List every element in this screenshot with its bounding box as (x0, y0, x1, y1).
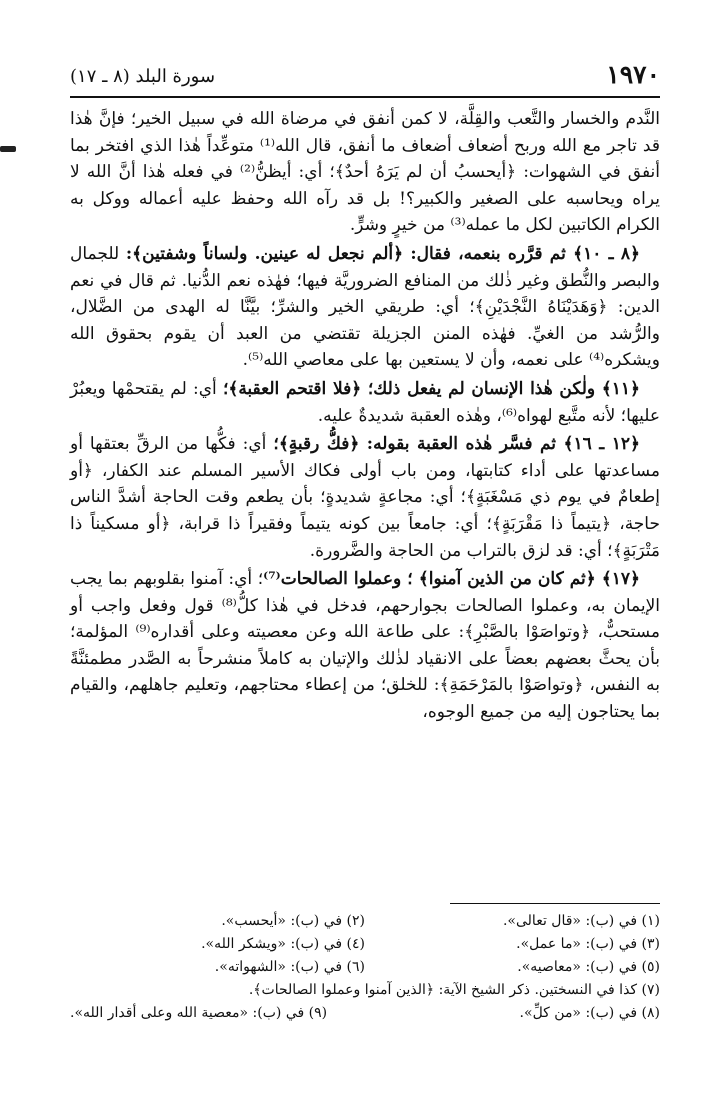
commentary-text: ؛ أي: آمنوا بقلوبهم بما يجب الإيمان به، وعملوا الصالحات بجوارحهم، فدخل في هٰذا كلُّ⁽⁸⁾ قول وفعل واجب أو مستحبٌّ، ﴿وتواصَوْا بالصَّبْرِ﴾: على طاعة الله وعن معصيته وعلى أقداره⁽⁹⁾ المؤلمة؛ بأن يحثَّ بعضهم بعضاً على الانقياد لذٰلك والإتيان به كاملاً منشرحاً به الصَّدر مطمئنَّةً به النفس، ﴿وتواصَوْا بالمَرْحَمَةِ﴾: للخلق؛ من إعطاء محتاجهم، وتعليم جاهلهم، والقيام بما يحتاجون إليه من جميع الوجوه، (70, 569, 661, 723)
footnote-4: (٤) في (ب): «ويشكر الله». (201, 936, 365, 952)
paragraph-1: النَّدم والخسار والتَّعب والقِلَّة، لا كمن أنفق في مرضاة الله في سبيل الخير؛ فإنَّ هٰذا قد تاجر مع الله وربح أضعاف أضعاف ما أنفق، قال الله⁽¹⁾ متوعِّداً هٰذا الذي افتخر بما أنفق في الشهوات: ﴿أيحسبُ أن لم يَرَهُ أحدٌ﴾؛ أي: أيظنُّ⁽²⁾ في فعله هٰذا أنَّ الله لا يراه ويحاسبه على الصغير والكبير؟! بل قد رآه الله وحفظ عليه أعماله ووكل به الكرام الكاتبين لكل ما عمله⁽³⁾ من خيرٍ وشرٍّ. (70, 109, 660, 236)
page-number: ١٩٧٠ (606, 60, 660, 89)
footnote-row (70, 933, 660, 956)
paragraph-verses-8-10 (70, 241, 660, 374)
footnote-6: (٦) في (ب): «الشهواته». (214, 959, 365, 975)
paragraph-verse-11 (70, 376, 660, 429)
verse-heading: ﴿١٧﴾ ﴿ثم كان من الذين آمنوا﴾ ؛ وعملوا الصالحات⁽⁷⁾ (263, 569, 640, 590)
commentary-text: أي: لم يقتحمْها ويعبُرْ عليها؛ لأنه متَّبع لهواه⁽⁶⁾، وهٰذه العقبة شديدةٌ عليه. (70, 378, 660, 426)
commentary-text: للجمال والبصر والنُّطق وغير ذٰلك من المنافع الضروريَّة فيها؛ فهٰذه نعم الدُّنيا. ثم قال في نعم الدين: ﴿وَهَدَيْنَاهُ النَّجْدَيْنِ﴾؛ أي: طريقي الخير والشرِّ؛ بيَّنَّا له الهدى من الضَّلال، والرُّشد من الغيِّ. فهٰذه المنن الجزيلة تقتضي من العبد أن يقوم بحقوق الله ويشكره⁽⁴⁾ على نعمه، وأن لا يستعين بها على معاصي الله⁽⁵⁾. (70, 243, 660, 371)
footnote-row (70, 956, 660, 979)
footnote-2: (٢) في (ب): «أيحسب». (221, 913, 365, 929)
footnote-row (70, 910, 660, 933)
footnote-row (70, 1002, 660, 1025)
commentary-text: أي: فكُّها من الرقِّ بعتقها أو مساعدتها على أداء كتابتها، ومن باب أولى فكاك الأسير المسلم عند الكفار، ﴿أو إطعامٌ في يوم ذي مَسْغَبَةٍ﴾؛ أي: مجاعةٍ شديدةٍ؛ بأن يطعم وقت الحاجة أشدَّ الناس حاجة، ﴿يتيماً ذا مَقْرَبَةٍ﴾؛ أي: جامعاً بين كونه يتيماً وفقيراً ذا قرابة، ﴿أو مسكيناً ذا مَتْرَبَةٍ﴾؛ أي: قد لزق بالتراب من الحاجة والضَّرورة. (70, 434, 661, 561)
paragraph-verses-12-16 (70, 431, 660, 564)
verse-heading: ﴿١٢ ـ ١٦﴾ ثم فسَّر هٰذه العقبة بقوله: ﴿فكُّ رقبةٍ﴾؛ (273, 434, 640, 455)
verse-heading: ﴿١١﴾ ولٰكن هٰذا الإنسان لم يفعل ذلك؛ ﴿فلا اقتحم العقبة﴾؛ (222, 378, 641, 399)
header-rule (70, 96, 660, 98)
footnotes (70, 910, 660, 1025)
page-header (70, 60, 660, 94)
paragraph-verse-17 (70, 566, 660, 726)
running-title: سورة البلد (٨ ـ ١٧) (70, 66, 216, 87)
verse-heading: ﴿٨ ـ ١٠﴾ ثم قرَّره بنعمه، فقال: ﴿ألم نجعل له عينين. ولساناً وشفتين﴾: (125, 243, 640, 264)
footnote-7: (٧) كذا في النسختين. ذكر الشيخ الآية: ﴿الذين آمنوا وعملوا الصالحات﴾. (248, 982, 660, 998)
footnote-9: (٩) في (ب): «معصية الله وعلى أقدار الله». (70, 1005, 328, 1021)
footnote-5: (٥) في (ب): «معاصيه». (517, 959, 660, 975)
footnote-8: (٨) في (ب): «من كلِّ». (519, 1005, 660, 1021)
footnote-rule (450, 903, 660, 904)
footnote-3: (٣) في (ب): «ما عمل». (516, 936, 660, 952)
footnote-1: (١) في (ب): «قال تعالى». (502, 913, 660, 929)
body-text (70, 106, 660, 728)
scan-edge-mark (0, 146, 16, 152)
